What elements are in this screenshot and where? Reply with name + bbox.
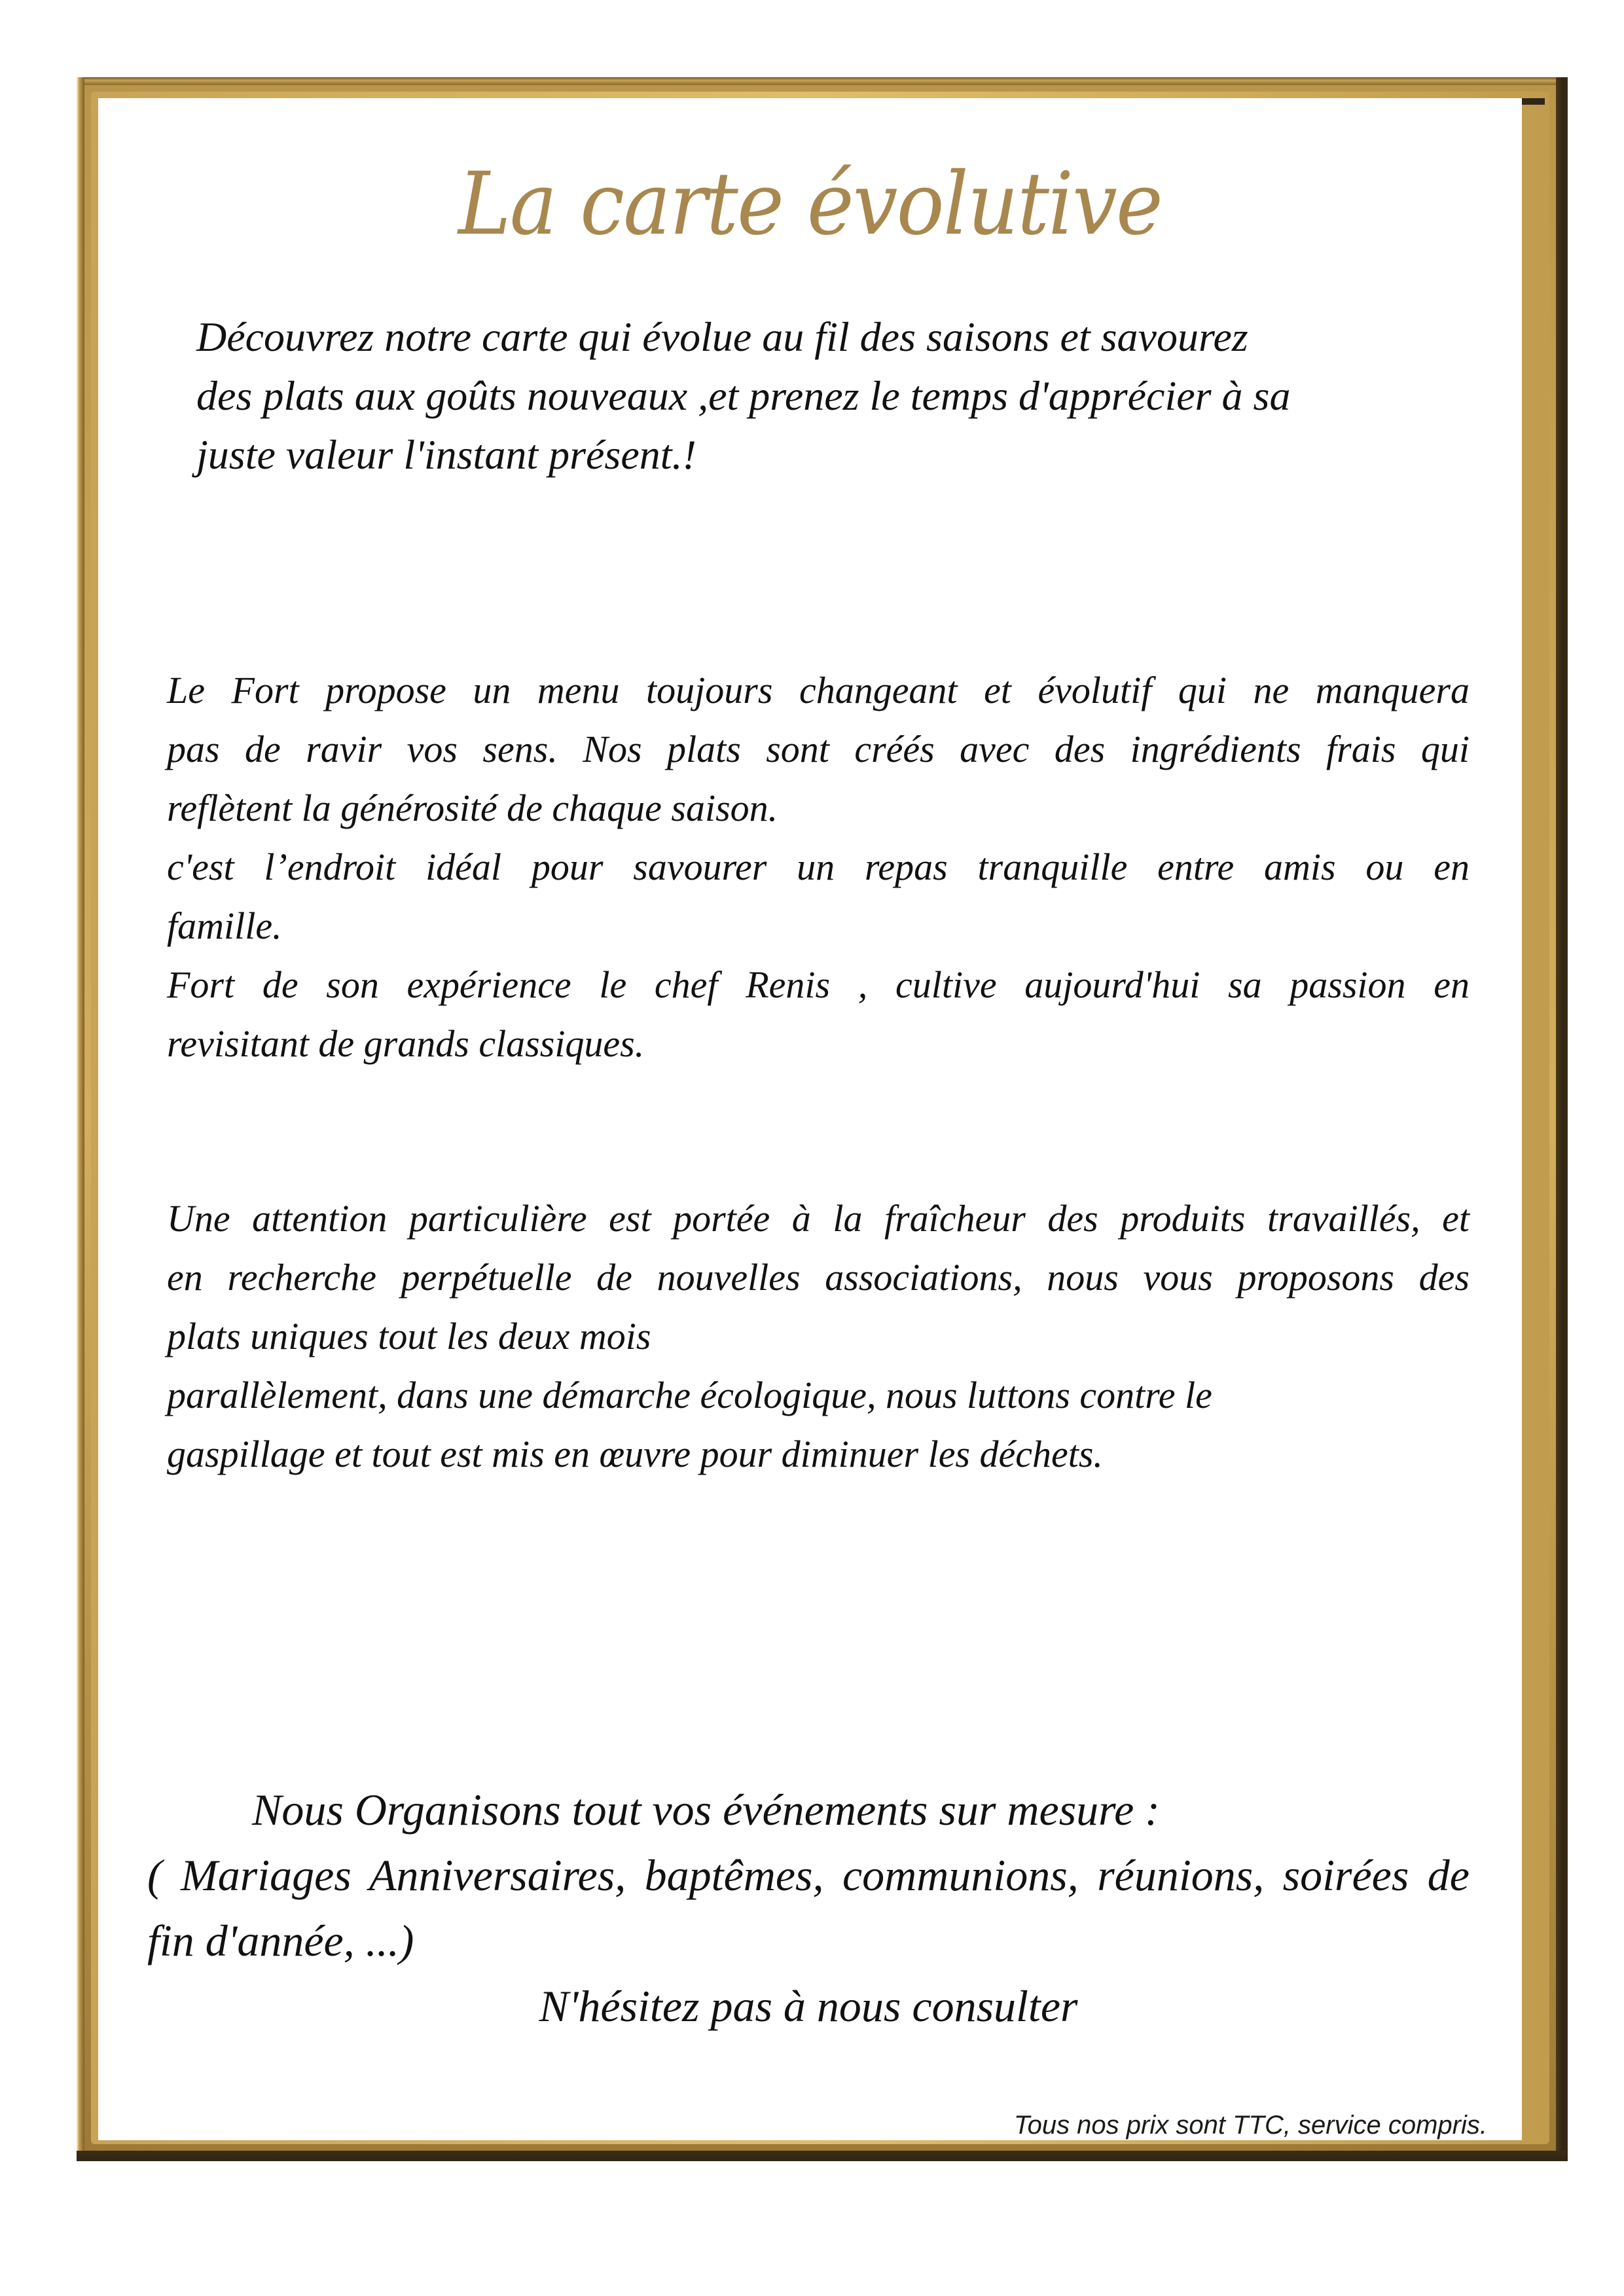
- paragraph-line: Fort de son expérience le chef Renis , cultive aujourd'hui sa passion en: [167, 963, 1470, 1006]
- frame-top-edge: [77, 77, 1568, 85]
- intro-line: juste valeur l'instant présent.!: [196, 431, 696, 478]
- paragraph-line: c'est l’endroit idéal pour savourer un repas tranquille entre amis ou en: [167, 846, 1470, 888]
- paragraph-line: pas de ravir vos sens. Nos plats sont créés avec des ingrédients frais qui: [167, 728, 1470, 770]
- contact-call-to-action: N'hésitez pas à nous consulter: [539, 1981, 1078, 2031]
- page-title: La carte évolutive: [458, 154, 1163, 255]
- paragraph-line: reflètent la générosité de chaque saison.: [167, 787, 778, 829]
- intro-paragraph: [196, 308, 1506, 484]
- frame-right-edge: [1556, 77, 1568, 2161]
- events-heading: Nous Organisons tout vos événements sur mesure :: [252, 1785, 1160, 1835]
- menu-page: [98, 98, 1522, 2140]
- events-section: [147, 1777, 1470, 2039]
- intro-line: des plats aux goûts nouveaux ,et prenez le temps d'apprécier à sa: [196, 372, 1291, 419]
- paragraph-line: revisitant de grands classiques.: [167, 1022, 645, 1065]
- events-list-line: ( Mariages Anniversaires, baptêmes, communions, réunions, soirées de: [147, 1850, 1470, 1900]
- paragraph-line: Le Fort propose un menu toujours changeant et évolutif qui ne manquera: [167, 669, 1470, 711]
- frame-left-edge: [77, 77, 84, 2161]
- paragraph-line: gaspillage et tout est mis en œuvre pour diminuer les déchets.: [167, 1433, 1103, 1475]
- paragraph-line: famille.: [167, 905, 282, 947]
- paragraph-line: parallèlement, dans une démarche écologique, nous luttons contre le: [167, 1374, 1212, 1416]
- freshness-paragraph: [167, 1189, 1470, 1484]
- events-list-line: fin d'année, ...): [147, 1916, 414, 1965]
- frame-bottom-edge: [77, 2151, 1568, 2161]
- intro-line: Découvrez notre carte qui évolue au fil des saisons et savourez: [196, 314, 1248, 360]
- paragraph-line: plats uniques tout les deux mois: [167, 1315, 651, 1357]
- paragraph-line: Une attention particulière est portée à la fraîcheur des produits travaillés, et: [167, 1197, 1470, 1240]
- paragraph-line: en recherche perpétuelle de nouvelles associations, nous vous proposons des: [167, 1256, 1470, 1299]
- price-note: Tous nos prix sont TTC, service compris.: [1013, 2111, 1487, 2140]
- restaurant-description-paragraph: [167, 661, 1470, 1073]
